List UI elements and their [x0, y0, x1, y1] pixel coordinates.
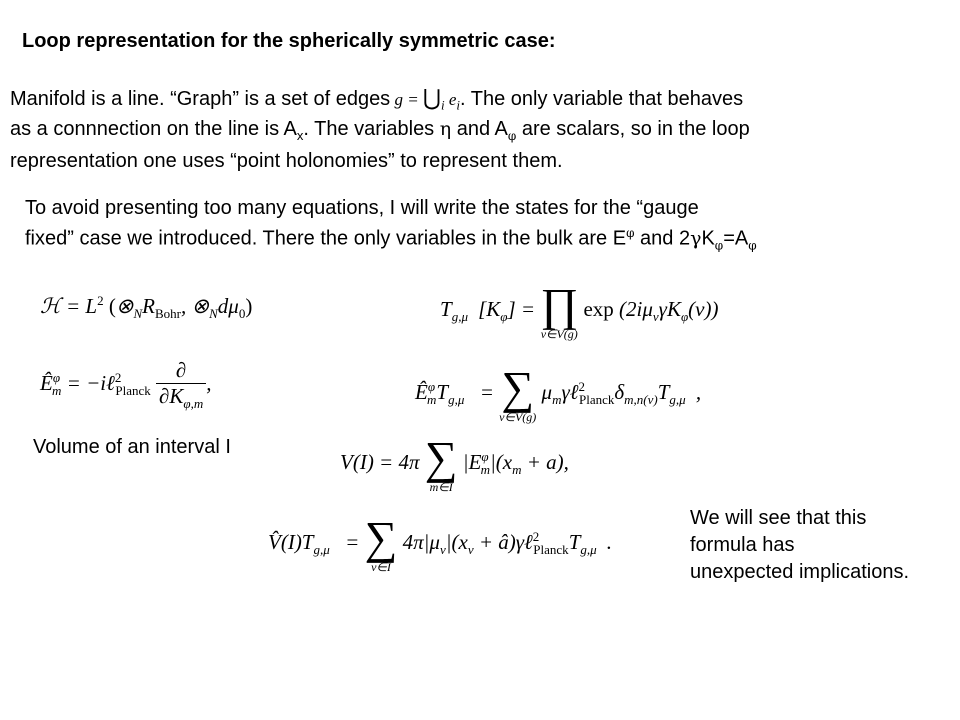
state-product-equation: $T_{g,\mu⃗}[K_\varphi]$ = ∏ v∈V(g) $\exp (2i\mu_v\gamma K_\varphi(v))$ [440, 279, 719, 341]
sum-symbol: ∑ m∈I [424, 432, 458, 494]
paragraph-gauge-fixed [25, 196, 757, 259]
product-symbol: ∏ v∈V(g) [540, 279, 579, 341]
derivative-fraction: $\frac{\partial}{\partial K_{\varphi,m}}$ [156, 358, 206, 412]
para1-line3: representation one uses “point holonomies” to represent them. [10, 150, 563, 173]
side-note: We will see that this formula has unexpected implications. [690, 507, 910, 583]
volume-equation: V(I) = 4π ∑ m∈I $|E^\varphi_m|(x_m + a)$, [340, 432, 569, 494]
volume-operator-equation: $V̂(I)T_{g,\mu⃗}$ = ∑ v∈I $4\pi|\mu_v|(x_v$ + $â)\gamma\ell^2_{Planck}T_{g,\mu⃗}$. [268, 512, 613, 574]
hilbert-space-equation: ℋ = $L^2$ ($\otimes_NR_{Bohr}$, $\otimes_Nd\mu_0$) [40, 293, 253, 322]
para2-line1: To avoid presenting too many equations, I will write the states for the “gauge [25, 197, 699, 219]
slide-title: Loop representation for the spherically symmetric case: [22, 30, 556, 52]
sum-symbol: ∑ v∈I [364, 512, 398, 574]
triad-operator-equation: Ê$^\varphi_m$ = −iℓ$^2_{Planck}$ $\frac{\partial}{\partial K_{\varphi,m}}$ , [40, 358, 212, 412]
eta-symbol: η [439, 118, 452, 141]
paragraph-manifold [10, 85, 750, 174]
para2-line2: fixed” case we introduced. There the only variables in the bulk are $E^\varphi$ and $2\gamma K_\varphi=A_\varphi$ [25, 226, 757, 253]
para1-line1: Manifold is a line. “Graph” is a set of edges $g = ⋃_i$ $e_i$. The only variable that behaves [10, 85, 744, 113]
triad-action-equation: $Ê^\varphi_mT_{g,\mu⃗}$ = ∑ v∈V(g) $\mu_m\gamma\ell^2_{Planck}\delta_{m,n(v)}T_{g,\mu⃗}$, [415, 362, 702, 424]
volume-label: Volume of an interval I [33, 436, 231, 458]
graph-definition-formula: $g = ⋃_i$ $e_i$ [390, 85, 461, 113]
para1-line2: as a connnection on the line is $A_x$. The variables η and $A_\varphi$ are scalars, so in the loop [10, 118, 750, 144]
sum-symbol: ∑ v∈V(g) [499, 362, 537, 424]
